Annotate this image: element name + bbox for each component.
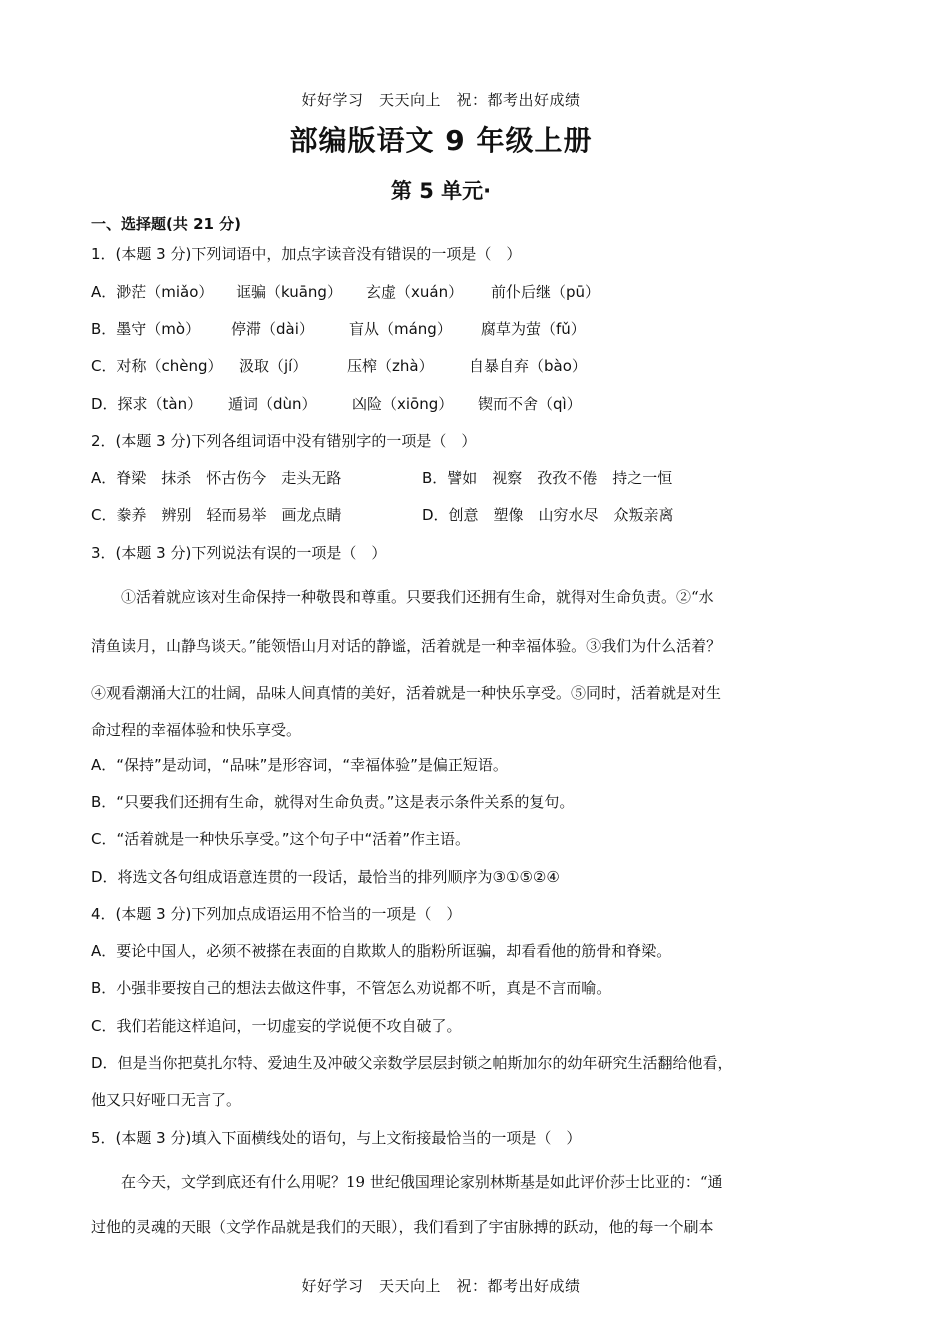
- q3-option-c: C．“活着就是一种快乐享受。”这个句子中“活着”作主语。: [91, 830, 471, 848]
- q1-a-3: 玄虚（xuán）: [366, 283, 464, 301]
- q3-passage-line-3: ④观看潮涌大江的壮阔，品味人间真情的美好，活着就是一种快乐享受。⑤同时，活着就是对生: [91, 684, 722, 702]
- q2-option-c: C．豢养 辨别 轻而易举 画龙点睛: [91, 506, 342, 524]
- q1-d-2: 遁词（dùn）: [228, 395, 317, 413]
- q4-stem: 4．(本题 3 分)下列加点成语运用不恰当的一项是（ ）: [91, 905, 462, 923]
- q4-option-b: B．小强非要按自己的想法去做这件事，不管怎么劝说都不听，真是不言而喻。: [91, 979, 612, 997]
- q1-c-4: 自暴自弃（bào）: [469, 357, 587, 375]
- q1-d-3: 凶险（xiōng）: [352, 395, 454, 413]
- q2-option-d: D．创意 塑像 山穷水尽 众叛亲离: [422, 506, 674, 524]
- q2-stem: 2．(本题 3 分)下列各组词语中没有错别字的一项是（ ）: [91, 432, 477, 450]
- q5-stem: 5．(本题 3 分)填入下面横线处的语句，与上文衔接最恰当的一项是（ ）: [91, 1129, 582, 1147]
- q3-passage-line-1: ①活着就应该对生命保持一种敬畏和尊重。只要我们还拥有生命，就得对生命负责。②“水: [91, 588, 714, 606]
- q1-b-1: B．墨守（mò）: [91, 320, 201, 338]
- footer-motto: 好好学习 天天向上 祝：都考出好成绩: [301, 1277, 581, 1295]
- q1-c-3: 压榨（zhà）: [347, 357, 434, 375]
- q3-option-a: A．“保持”是动词，“品味”是形容词，“幸福体验”是偏正短语。: [91, 756, 508, 774]
- q4-option-a: A．要论中国人，必须不被搽在表面的自欺欺人的脂粉所诓骗，却看看他的筋骨和脊梁。: [91, 942, 672, 960]
- q5-passage-line-1: 在今天，文学到底还有什么用呢？19 世纪俄国理论家别林斯基是如此评价莎士比亚的：“通: [91, 1173, 723, 1191]
- q1-b-4: 腐草为萤（fǔ）: [481, 320, 586, 338]
- q2-row-cd: [91, 504, 674, 525]
- q3-option-d: D．将选文各句组成语意连贯的一段话，最恰当的排列顺序为③①⑤②④: [91, 868, 560, 886]
- q1-a-2: 诓骗（kuāng）: [236, 283, 342, 301]
- q2-option-a: A．脊梁 抹杀 怀古伤今 走头无路: [91, 469, 342, 487]
- q4-option-d-line-2: 他又只好哑口无言了。: [91, 1091, 242, 1109]
- q4-option-c: C．我们若能这样追问，一切虚妄的学说便不攻自破了。: [91, 1017, 462, 1035]
- q1-option-c: [91, 355, 587, 376]
- q1-d-4: 锲而不舍（qì）: [478, 395, 582, 413]
- q1-b-2: 停滞（dài）: [231, 320, 314, 338]
- section-heading: 一、选择题(共 21 分): [91, 215, 242, 233]
- q5-passage-line-2: 过他的灵魂的天眼（文学作品就是我们的天眼），我们看到了宇宙脉搏的跃动，他的每一个刷本: [91, 1218, 714, 1236]
- q4-option-d-line-1: D．但是当你把莫扎尔特、爱迪生及冲破父亲数学层层封锁之帕斯加尔的幼年研究生活翻给他看，: [91, 1054, 733, 1072]
- q2-row-ab: [91, 467, 672, 488]
- q1-c-1: C．对称（chèng）: [91, 357, 223, 375]
- unit-title: 第 5 单元·: [390, 179, 492, 203]
- q1-a-4: 前仆后继（pū）: [491, 283, 601, 301]
- q1-c-2: 汲取（jí）: [239, 357, 308, 375]
- q3-stem: 3．(本题 3 分)下列说法有误的一项是（ ）: [91, 544, 387, 562]
- q1-option-b: [91, 318, 586, 339]
- q1-option-d: [91, 393, 582, 414]
- q3-passage-line-2: 清鱼读月，山静鸟谈天。”能领悟山月对话的静谧，活着就是一种幸福体验。③我们为什么活着？: [91, 637, 722, 655]
- q1-d-1: D．探求（tàn）: [91, 395, 203, 413]
- document-title: 部编版语文 9 年级上册: [289, 124, 593, 157]
- q2-option-b: B．譬如 视察 孜孜不倦 持之一恒: [422, 469, 673, 487]
- q3-option-b: B．“只要我们还拥有生命，就得对生命负责。”这是表示条件关系的复句。: [91, 793, 575, 811]
- q1-stem: 1．(本题 3 分)下列词语中，加点字读音没有错误的一项是（ ）: [91, 245, 522, 263]
- q3-passage-line-4: 命过程的幸福体验和快乐享受。: [91, 721, 302, 739]
- q1-option-a: [91, 281, 600, 302]
- header-motto: 好好学习 天天向上 祝：都考出好成绩: [301, 91, 581, 109]
- q1-b-3: 盲从（máng）: [349, 320, 452, 338]
- q1-a-1: A．渺茫（miǎo）: [91, 283, 214, 301]
